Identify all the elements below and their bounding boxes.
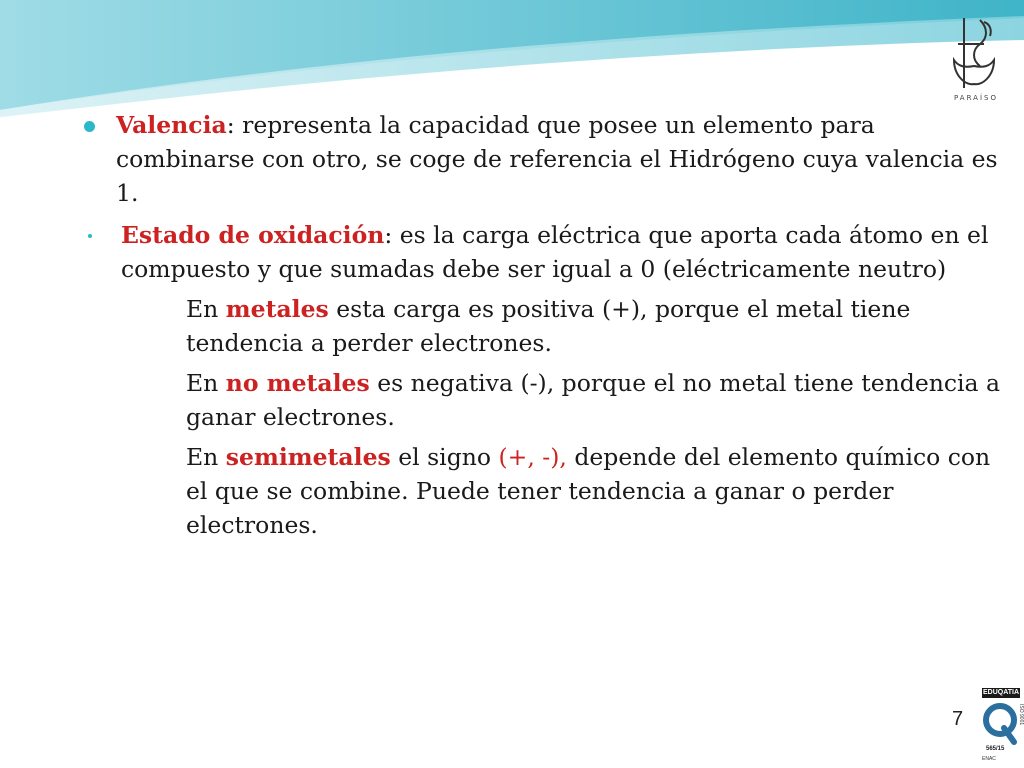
subpoint-highlight: semimetales [225, 443, 391, 471]
subpoint-sign: (+, -), [498, 443, 567, 471]
term-label: Valencia [116, 111, 227, 139]
bullet-text: : representa la capacidad que posee un elemento para combinarse con otro, se coge de referencia el Hidrógeno cuya valencia es 1. [116, 111, 998, 207]
school-logo-icon [944, 14, 1008, 92]
term-label: Estado de oxidación [121, 221, 385, 249]
cert-iso: ISO 9001 [1018, 704, 1024, 726]
cert-q-icon [982, 700, 1018, 746]
subpoint-prefix: En [186, 443, 226, 471]
cert-code: 565/15 [986, 746, 1005, 752]
bullet-dot-icon [88, 234, 92, 238]
bullet-text: : es la carga eléctrica que aporta cada átomo en el compuesto y que sumadas debe ser igual a 0 (eléctricamente neutro) [121, 221, 989, 283]
slide-body [80, 108, 1010, 542]
bullet-item-oxidation [80, 218, 1010, 286]
school-logo [944, 14, 1008, 106]
cert-issuer: ENAC [982, 756, 996, 762]
subpoint-no-metales [80, 366, 1010, 434]
certification-logo [980, 688, 1024, 768]
subpoint-metales [80, 292, 1010, 360]
subpoint-semimetales [80, 440, 1010, 542]
logo-caption: PARAÍSO [954, 94, 998, 102]
bullet-dot-icon [84, 121, 95, 132]
subpoint-rest: esta carga es positiva (+), porque el metal tiene tendencia a perder electrones. [186, 295, 911, 357]
cert-brand: EDUQATIA [982, 689, 1020, 696]
subpoint-prefix: En [186, 369, 226, 397]
subpoint-rest: depende del elemento químico con el que se combine. Puede tener tendencia a ganar o perder electrones. [186, 443, 991, 539]
subpoint-highlight: no metales [225, 369, 370, 397]
subpoint-highlight: metales [225, 295, 329, 323]
subpoint-rest: es negativa (-), porque el no metal tiene tendencia a ganar electrones. [186, 369, 1001, 431]
page-number: 7 [952, 708, 964, 730]
bullet-item-valencia [80, 108, 1010, 210]
subpoint-prefix: En [186, 295, 226, 323]
subpoint-middle: el signo [390, 443, 499, 471]
